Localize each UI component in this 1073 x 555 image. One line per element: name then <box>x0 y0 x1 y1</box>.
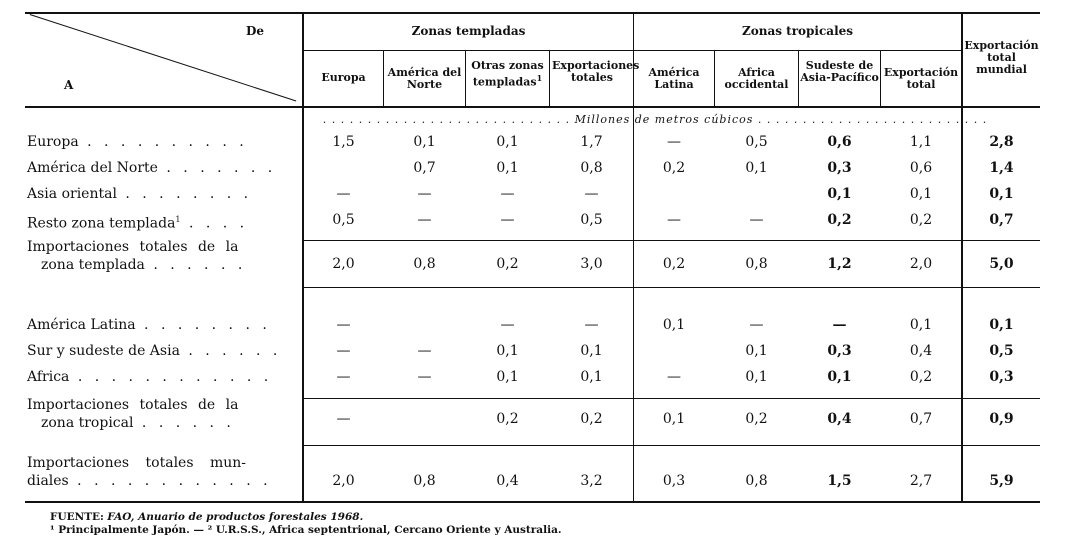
table-cell: — <box>832 317 847 333</box>
table-cell: — <box>336 343 351 359</box>
table-cell: 0,4 <box>909 343 933 359</box>
table-cell: 0,8 <box>745 473 768 489</box>
temperate-group-header: Zonas templadas <box>411 24 526 38</box>
table-cell: 0,2 <box>909 212 933 228</box>
table-cell: 0,1 <box>989 317 1014 333</box>
row-label-europa: Europa . . . . . . . . . . <box>27 134 248 150</box>
footnote-1: ¹ Principalmente Japón. — ² U.R.S.S., Africa septentrional, Cercano Oriente y Australia. <box>50 524 562 536</box>
table-cell: — <box>667 369 681 385</box>
table-cell: — <box>336 186 351 202</box>
table-cell: 0,1 <box>989 186 1014 202</box>
row-label-total-tropical: Importaciones totales de la zona tropical . . . . . . <box>27 397 239 431</box>
table-cell: — <box>500 317 515 333</box>
col-header-world-export: Exportación total mundial <box>964 39 1039 76</box>
table-cell: 0,8 <box>413 473 436 489</box>
table-cell: 0,5 <box>580 212 603 228</box>
table-cell: 0,7 <box>989 212 1014 228</box>
col-header-europa: Europa <box>321 71 366 84</box>
table-cell: 0,4 <box>496 473 519 489</box>
table-cell: 0,3 <box>989 369 1014 385</box>
table-bottom-rule <box>25 501 1040 503</box>
table-cell: 2,0 <box>909 256 933 272</box>
header-a: A <box>64 78 74 92</box>
table-cell: 0,1 <box>580 343 603 359</box>
tropical-total-rule-top <box>303 398 1040 399</box>
group-header-rule <box>303 50 961 51</box>
table-cell: 0,1 <box>662 317 686 333</box>
row-label-america-norte: América del Norte . . . . . . . <box>27 160 277 176</box>
table-cell: 0,2 <box>745 411 768 427</box>
tropical-total-rule-bottom <box>303 445 1040 446</box>
source-note: FUENTE: FAO, Anuario de productos forestales 1968. <box>50 511 364 523</box>
table-cell: — <box>336 369 351 385</box>
table-cell: 0,7 <box>413 160 436 176</box>
temperate-total-rule-top <box>303 240 1040 241</box>
table-cell: — <box>749 317 764 333</box>
table-cell: — <box>749 212 764 228</box>
row-label-america-latina: América Latina . . . . . . . . <box>27 317 271 333</box>
col-header-america-norte: América del Norte <box>387 66 462 91</box>
col-header-otras-zonas: Otras zonas templadas$^1$ <box>471 59 544 89</box>
table-cell: 0,5 <box>989 343 1014 359</box>
table-cell: 0,1 <box>496 369 519 385</box>
col-header-sudeste-asia: Sudeste de Asia-Pacífico <box>800 59 879 84</box>
table-cell: 0,2 <box>827 212 852 228</box>
units-caption: . . . . . . . . . . . . . . . . . . . . . . . . . . . . Millones de metros cúbicos . . . . . . . . . . . . . . . . . . . . . . . . . . <box>322 113 988 126</box>
row-label-asia-oriental: Asia oriental . . . . . . . . <box>27 186 253 202</box>
table-cell: 0,2 <box>496 411 519 427</box>
table-cell: 0,2 <box>496 256 519 272</box>
table-cell: 2,0 <box>332 256 355 272</box>
table-cell: 0,7 <box>909 411 933 427</box>
table-cell: 1,4 <box>989 160 1014 176</box>
table-cell: 0,1 <box>413 134 436 150</box>
table-cell: 0,1 <box>745 369 768 385</box>
table-cell: 5,9 <box>989 473 1014 489</box>
table-cell: 0,1 <box>827 186 852 202</box>
table-cell: — <box>417 186 432 202</box>
table-cell: 0,2 <box>909 369 933 385</box>
table-top-rule <box>25 12 1040 14</box>
table-cell: 0,1 <box>580 369 603 385</box>
tropical-group-header: Zonas tropicales <box>741 24 854 38</box>
table-cell: 0,5 <box>745 134 768 150</box>
table-cell: 0,1 <box>496 134 519 150</box>
table-cell: 0,1 <box>827 369 852 385</box>
table-cell: 1,1 <box>909 134 933 150</box>
table-cell: 0,8 <box>580 160 603 176</box>
row-label-resto-zona: Resto zona templada$^1$ . . . . <box>27 215 249 232</box>
table-cell: 0,6 <box>827 134 852 150</box>
table-cell: 0,2 <box>580 411 603 427</box>
table-cell: — <box>500 186 515 202</box>
table-cell: 2,7 <box>909 473 933 489</box>
table-cell: — <box>584 317 599 333</box>
table-cell: 0,1 <box>662 411 686 427</box>
table-cell: 0,1 <box>745 160 768 176</box>
table-cell: 0,3 <box>827 160 852 176</box>
row-label-total-templada: Importaciones totales de la zona templada . . . . . . <box>27 239 247 273</box>
table-cell: — <box>584 186 599 202</box>
col-header-africa-occidental: Africa occidental <box>724 66 789 91</box>
table-cell: 1,5 <box>827 473 852 489</box>
table-cell: 0,6 <box>909 160 933 176</box>
header-bottom-rule <box>25 106 1040 108</box>
table-cell: 0,1 <box>909 317 933 333</box>
table-cell: — <box>336 411 351 427</box>
table-cell: 0,8 <box>413 256 436 272</box>
table-cell: 0,9 <box>989 411 1014 427</box>
table-cell: 0,3 <box>827 343 852 359</box>
table-cell: 3,2 <box>580 473 603 489</box>
table-cell: 0,1 <box>496 343 519 359</box>
table-cell: — <box>336 317 351 333</box>
table-cell: — <box>417 343 432 359</box>
table-cell: 0,1 <box>745 343 768 359</box>
col-header-export-totales: Exportaciones totales <box>552 59 640 84</box>
table-cell: — <box>500 212 515 228</box>
table-cell: 0,2 <box>662 160 686 176</box>
col-header-export-total: Exportación total <box>883 66 959 91</box>
row-label-africa: Africa . . . . . . . . . . . . <box>27 369 273 385</box>
table-cell: 0,4 <box>827 411 852 427</box>
table-cell: — <box>667 134 681 150</box>
row-label-sur-sudeste-asia: Sur y sudeste de Asia . . . . . . <box>27 343 282 359</box>
row-label-total-mundial: Importaciones totales mun- diales . . . . . . . . . . . . <box>27 455 272 489</box>
table-cell: 0,2 <box>662 256 686 272</box>
table-cell: — <box>417 212 432 228</box>
table-cell: 0,8 <box>745 256 768 272</box>
temperate-total-rule-bottom <box>303 287 1040 288</box>
table-cell: 0,1 <box>909 186 933 202</box>
col-header-america-latina: América Latina <box>648 66 700 91</box>
table-cell: 3,0 <box>580 256 603 272</box>
table-cell: 1,2 <box>827 256 852 272</box>
table-cell: 0,3 <box>662 473 686 489</box>
table-cell: 2,8 <box>989 134 1014 150</box>
table-cell: 1,5 <box>332 134 355 150</box>
table-cell: — <box>417 369 432 385</box>
table-cell: 0,5 <box>332 212 355 228</box>
table-cell: 1,7 <box>580 134 603 150</box>
table-cell: 5,0 <box>989 256 1014 272</box>
header-de: De <box>246 24 265 38</box>
table-cell: — <box>667 212 681 228</box>
table-cell: 2,0 <box>332 473 355 489</box>
table-cell: 0,1 <box>496 160 519 176</box>
col-divider-3 <box>549 50 550 108</box>
